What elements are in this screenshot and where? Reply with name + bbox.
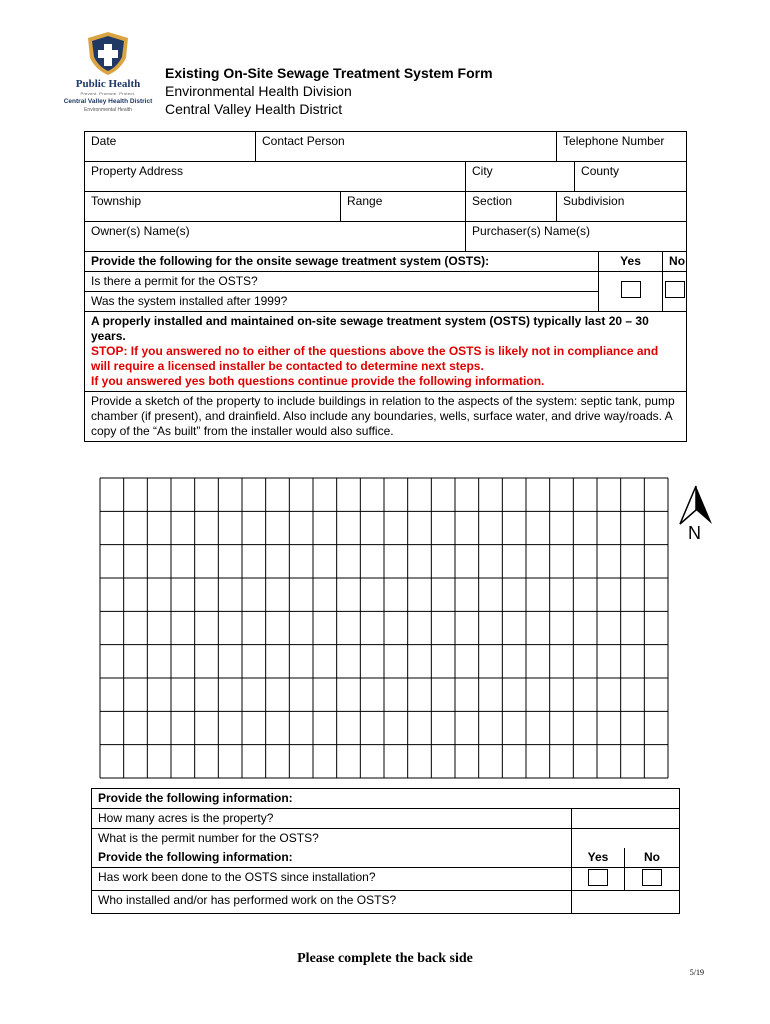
who-installed-question: Who installed and/or has performed work on the OSTS?: [92, 891, 572, 914]
city-field[interactable]: City: [466, 162, 575, 192]
work-yes-cell: [572, 868, 625, 891]
acres-question: How many acres is the property?: [92, 809, 572, 829]
section-field[interactable]: Section: [466, 192, 557, 222]
header-division: Environmental Health Division: [165, 83, 352, 99]
no-header-2: No: [625, 848, 680, 868]
info-heading-2: Provide the following information:: [92, 848, 572, 868]
logo-division: Environmental Health: [84, 107, 132, 113]
owners-field[interactable]: Owner(s) Name(s): [85, 222, 466, 252]
north-label: N: [688, 523, 701, 543]
additional-info-table: [91, 788, 680, 914]
lifespan-note: A properly installed and maintained on-site sewage treatment system (OSTS) typically last 20 – 30 years.: [91, 314, 649, 343]
permit-number-answer[interactable]: [572, 829, 680, 849]
work-done-question: Has work been done to the OSTS since installation?: [92, 868, 572, 891]
sketch-instructions: Provide a sketch of the property to include buildings in relation to the aspects of the system: septic tank, pump chamber (if present), and drainfield. Also include any boundaries, wells, surface water, and drive way/roads. A copy of the “As built” from the installer would also suffice.: [85, 392, 687, 442]
header-district: Central Valley Health District: [165, 101, 343, 117]
north-arrow-icon: [678, 484, 714, 526]
osts-heading: Provide the following for the onsite sewage treatment system (OSTS):: [85, 252, 599, 272]
form-header: [165, 64, 493, 118]
property-info-table: [84, 131, 687, 442]
subdivision-field[interactable]: Subdivision: [557, 192, 687, 222]
osts-notice: [85, 312, 687, 392]
acres-answer[interactable]: [572, 809, 680, 829]
work-no-checkbox[interactable]: [642, 869, 662, 886]
logo-tagline: Prevent. Promote. Protect.: [80, 91, 136, 96]
work-no-cell: [625, 868, 680, 891]
no-checkbox-cell: [663, 272, 687, 312]
county-field[interactable]: County: [575, 162, 687, 192]
permit-yes-checkbox[interactable]: [621, 281, 641, 298]
info-heading-1: Provide the following information:: [92, 789, 680, 809]
revision-date: 5/19: [689, 968, 704, 977]
work-yes-checkbox[interactable]: [588, 869, 608, 886]
stop-warning: STOP: If you answered no to either of the questions above the OSTS is likely not in compliance and will require a licensed installer be contacted to determine next steps.: [91, 344, 659, 373]
logo-name: Public Health: [75, 78, 141, 90]
sketch-grid[interactable]: [99, 477, 669, 779]
permit-question: Is there a permit for the OSTS?: [85, 272, 599, 292]
continue-note: If you answered yes both questions continue provide the following information.: [91, 374, 545, 388]
range-field[interactable]: Range: [341, 192, 466, 222]
logo-district: Central Valley Health District: [63, 98, 153, 105]
yes-checkbox-cell: [599, 272, 663, 312]
township-field[interactable]: Township: [85, 192, 341, 222]
who-installed-answer[interactable]: [572, 891, 680, 914]
no-header: No: [663, 252, 687, 272]
purchasers-field[interactable]: Purchaser(s) Name(s): [466, 222, 687, 252]
permit-no-checkbox[interactable]: [665, 281, 685, 298]
public-health-logo: [58, 30, 158, 116]
form-title: Existing On-Site Sewage Treatment System Form: [165, 65, 493, 81]
property-address-field[interactable]: Property Address: [85, 162, 466, 192]
telephone-field[interactable]: Telephone Number: [557, 132, 687, 162]
back-side-note: Please complete the back side: [297, 951, 473, 966]
yes-header: Yes: [599, 252, 663, 272]
yes-header-2: Yes: [572, 848, 625, 868]
installed-question: Was the system installed after 1999?: [85, 292, 599, 312]
date-field[interactable]: Date: [85, 132, 256, 162]
permit-number-question: What is the permit number for the OSTS?: [92, 829, 572, 849]
shield-cross-icon: [84, 30, 132, 76]
contact-person-field[interactable]: Contact Person: [256, 132, 557, 162]
